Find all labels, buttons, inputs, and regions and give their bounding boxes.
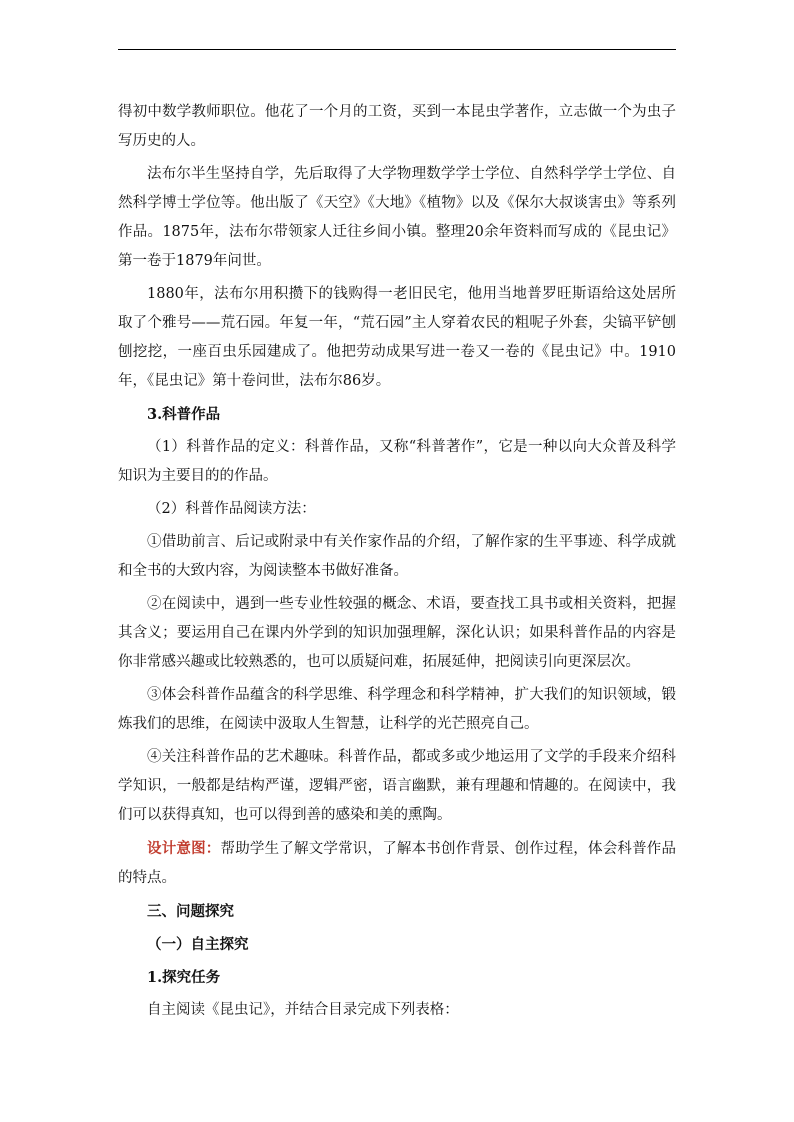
section-heading-inquiry: 三、问题探究	[147, 903, 234, 920]
paragraph-continuation: 得初中数学教师职位。他花了一个月的工资，买到一本昆虫学著作，立志做一个为虫子写历史的人。	[118, 104, 676, 149]
paragraph-method-4: ④关注科普作品的艺术趣味。科普作品，都或多或少地运用了文学的手段来介绍科学知识，一般都是结构严谨，逻辑严密，语言幽默，兼有理趣和情趣的。在阅读中，我们可以获得真知，也可以得到善的感染和美的熏陶。	[118, 749, 676, 823]
document-body	[118, 98, 676, 1025]
paragraph-method-2: ②在阅读中，遇到一些专业性较强的概念、术语，要查找工具书或相关资料，把握其含义；要运用自己在课内外学到的知识加强理解，深化认识；如果科普作品的内容是你非常感兴趣或比较熟悉的，也可以质疑问难，拓展延伸，把阅读引向更深层次。	[118, 596, 676, 670]
subsection-heading-self-inquiry: （一）自主探究	[147, 936, 249, 953]
paragraph-self-study: 法布尔半生坚持自学，先后取得了大学物理数学学士学位、自然科学学士学位、自然科学博士学位等。他出版了《天空》《大地》《植物》以及《保尔大叔谈害虫》等系列作品。1875年，法布尔带领家人迁往乡间小镇。整理20余年资料而写成的《昆虫记》第一卷于1879年问世。	[118, 166, 676, 269]
paragraph-methods-title: （2）科普作品阅读方法：	[147, 501, 316, 517]
section-heading-popular-science: 3.科普作品	[147, 406, 221, 423]
task-heading: 1.探究任务	[147, 969, 221, 986]
header-rule	[118, 49, 676, 50]
paragraph-method-3: ③体会科普作品蕴含的科学思维、科学理念和科学精神，扩大我们的知识领域，锻炼我们的思维，在阅读中汲取人生智慧，让科学的光芒照亮自己。	[118, 687, 676, 732]
paragraph-task-instruction: 自主阅读《昆虫记》，并结合目录完成下列表格：	[147, 1002, 459, 1018]
paragraph-design-intent	[118, 834, 676, 893]
design-intent-text: 帮助学生了解文学常识，了解本书创作背景、创作过程，体会科普作品的特点。	[118, 841, 676, 886]
paragraph-method-1: ①借助前言、后记或附录中有关作家作品的介绍，了解作家的生平事迹、科学成就和全书的大致内容，为阅读整本书做好准备。	[118, 534, 676, 579]
design-intent-label: 设计意图：	[147, 840, 221, 857]
paragraph-stone-garden: 1880年，法布尔用积攒下的钱购得一老旧民宅，他用当地普罗旺斯语给这处居所取了个雅号——荒石园。年复一年，“荒石园”主人穿着农民的粗呢子外套，尖镐平铲刨刨挖挖，一座百虫乐园建成了。他把劳动成果写进一卷又一卷的《昆虫记》中。1910年，《昆虫记》第十卷问世，法布尔86岁。	[118, 286, 676, 389]
paragraph-definition: （1）科普作品的定义：科普作品，又称“科普著作”，它是一种以向大众普及科学知识为主要目的的作品。	[118, 439, 676, 484]
